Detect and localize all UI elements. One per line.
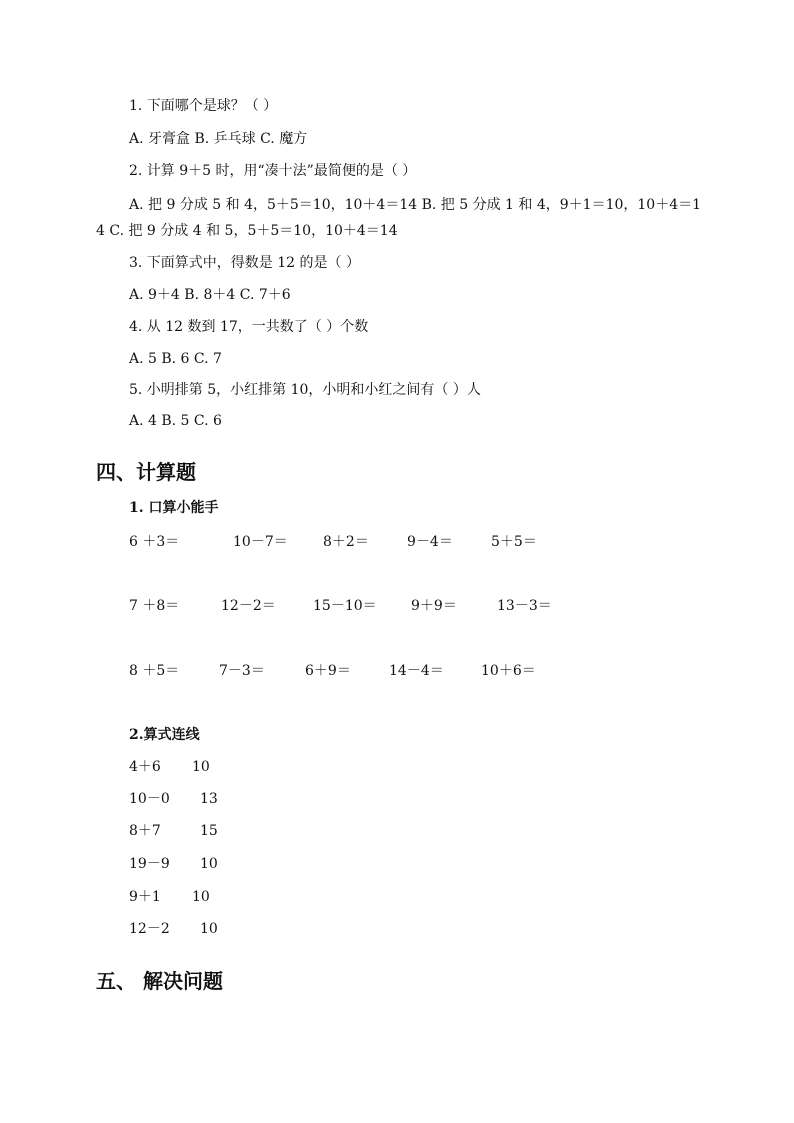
match-expression: 9＋1 xyxy=(129,889,161,905)
match-result: 13 xyxy=(200,791,218,807)
question-4: 4. 从 12 数到 17，一共数了（ ）个数 xyxy=(129,319,369,335)
oral-calc-cell: 12－2＝ xyxy=(221,598,276,614)
oral-calc-cell: 7－3＝ xyxy=(219,663,265,679)
section-4-title: 四、计算题 xyxy=(96,460,196,484)
match-expression: 8＋7 xyxy=(129,823,161,839)
question-5: 5. 小明排第 5，小红排第 10，小明和小红之间有（ ）人 xyxy=(129,382,481,398)
oral-calc-cell: 10－7＝ xyxy=(233,534,288,550)
oral-calc-cell: 9＋9＝ xyxy=(411,598,457,614)
oral-calc-cell: 8＋2＝ xyxy=(323,534,369,550)
oral-calc-cell: 6 ＋3＝ xyxy=(129,534,180,550)
oral-calc-cell: 15－10＝ xyxy=(313,598,377,614)
oral-calc-cell: 14－4＝ xyxy=(389,663,444,679)
match-expression: 10－0 xyxy=(129,791,170,807)
question-1-options: A. 牙膏盒 B. 乒乓球 C. 魔方 xyxy=(129,131,308,147)
match-title: 2.算式连线 xyxy=(129,727,200,743)
oral-calc-cell: 5＋5＝ xyxy=(491,534,537,550)
oral-calc-cell: 9－4＝ xyxy=(407,534,453,550)
match-expression: 12－2 xyxy=(129,921,170,937)
section-5-title: 五、 解决问题 xyxy=(96,969,223,993)
oral-calc-cell: 6＋9＝ xyxy=(305,663,351,679)
match-expression: 4＋6 xyxy=(129,759,161,775)
question-5-options: A. 4 B. 5 C. 6 xyxy=(129,413,222,429)
match-result: 10 xyxy=(200,921,218,937)
question-3-options: A. 9＋4 B. 8＋4 C. 7＋6 xyxy=(129,287,291,303)
match-result: 10 xyxy=(192,759,210,775)
match-result: 10 xyxy=(192,889,210,905)
question-2: 2. 计算 9＋5 时，用“凑十法”最简便的是（ ） xyxy=(129,163,417,179)
question-1: 1. 下面哪个是球？（ ） xyxy=(129,98,278,114)
oral-calc-cell: 13－3＝ xyxy=(497,598,552,614)
oral-calc-title: 1. 口算小能手 xyxy=(129,500,219,516)
match-result: 10 xyxy=(200,856,218,872)
match-expression: 19－9 xyxy=(129,856,170,872)
oral-calc-cell: 8 ＋5＝ xyxy=(129,663,180,679)
question-2-options: A. 把 9 分成 5 和 4，5＋5＝10，10＋4＝14 B. 把 5 分成 1 和 4，9＋1＝10，10＋4＝14 C. 把 9 分成 4 和 5，5＋5＝10，10＋4＝14 xyxy=(96,197,702,239)
question-4-options: A. 5 B. 6 C. 7 xyxy=(129,351,222,367)
question-3: 3. 下面算式中，得数是 12 的是（ ） xyxy=(129,255,360,271)
match-result: 15 xyxy=(200,823,218,839)
oral-calc-cell: 7 ＋8＝ xyxy=(129,598,180,614)
oral-calc-cell: 10＋6＝ xyxy=(481,663,536,679)
